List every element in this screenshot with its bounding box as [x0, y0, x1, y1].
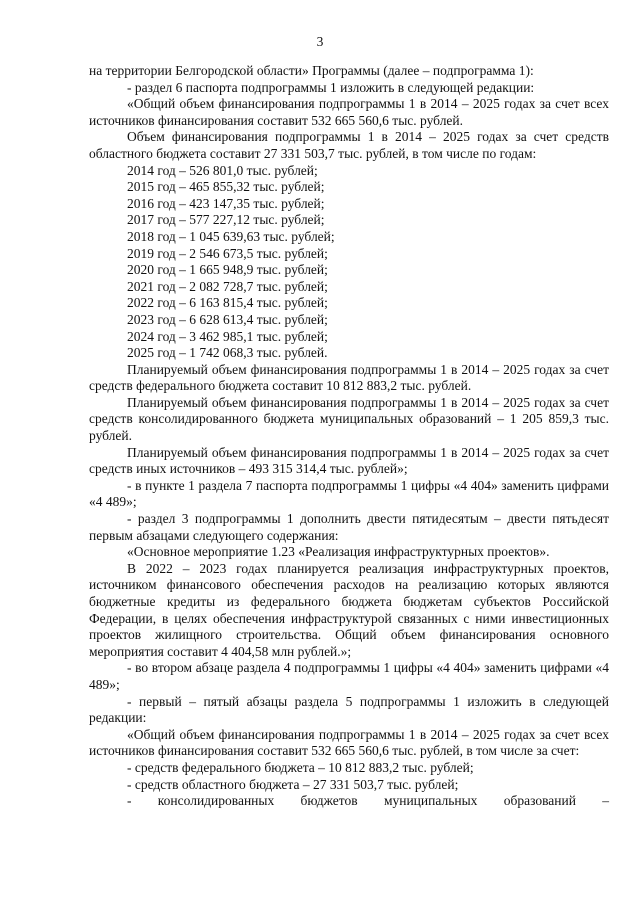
paragraph-municipal-budget: Планируемый объем финансирования подпрограммы 1 в 2014 – 2025 годах за счет средств консолидированного бюджета муниципальных образований – 1 205 859,3 тыс. рублей. [89, 394, 609, 444]
year-item-2023: 2023 год – 6 628 613,4 тыс. рублей; [127, 311, 328, 327]
paragraph-federal-funds: - средств федерального бюджета – 10 812 883,2 тыс. рублей; [127, 759, 474, 775]
year-item-2022: 2022 год – 6 163 815,4 тыс. рублей; [127, 295, 328, 311]
year-item-2021: 2021 год – 2 082 728,7 тыс. рублей; [127, 278, 328, 294]
year-item-2015: 2015 год – 465 855,32 тыс. рублей; [127, 179, 325, 195]
paragraph-intro: на территории Белгородской области» Программы (далее – подпрограмма 1): [89, 63, 534, 78]
paragraph-section5-change: - первый – пятый абзацы раздела 5 подпрограммы 1 изложить в следующей редакции: [89, 693, 609, 726]
paragraph-measure-title: «Основное мероприятие 1.23 «Реализация инфраструктурных проектов». [127, 544, 550, 560]
year-item-2017: 2017 год – 577 227,12 тыс. рублей; [127, 212, 325, 228]
year-item-2014: 2014 год – 526 801,0 тыс. рублей; [127, 162, 318, 178]
year-item-2025: 2025 год – 1 742 068,3 тыс. рублей. [127, 345, 328, 361]
paragraph-total-funding: «Общий объем финансирования подпрограммы 1 в 2014 – 2025 годах за счет всех источников финансирования составит 532 665 560,6 тыс. рублей. [89, 96, 609, 128]
year-item-2024: 2024 год – 3 462 985,1 тыс. рублей; [127, 328, 328, 344]
paragraph-municipal-funds: - консолидированных бюджетов муниципальных образований – [127, 793, 609, 809]
page-number: 3 [316, 34, 324, 49]
paragraph-section7-change: - в пункте 1 раздела 7 паспорта подпрограммы 1 цифры «4 404» заменить цифрами «4 489»; [89, 477, 609, 510]
paragraph-section3-addition: - раздел 3 подпрограммы 1 дополнить двести пятидесятым – двести пятьдесят первым абзацами следующего содержания: [89, 511, 609, 543]
document-body [89, 63, 609, 810]
paragraph-section6: - раздел 6 паспорта подпрограммы 1 изложить в следующей редакции: [127, 79, 535, 95]
year-item-2019: 2019 год – 2 546 673,5 тыс. рублей; [127, 245, 328, 261]
paragraph-total-funding-2: «Общий объем финансирования подпрограммы 1 в 2014 – 2025 годах за счет всех источников финансирования составит 532 665 560,6 тыс. рублей, в том числе за счет: [89, 726, 609, 759]
paragraph-regional-funds: - средств областного бюджета – 27 331 503,7 тыс. рублей; [127, 776, 459, 792]
paragraph-regional-budget: Объем финансирования подпрограммы 1 в 2014 – 2025 годах за счет средств областного бюджета составит 27 331 503,7 тыс. рублей, в том числе по годам: [89, 129, 609, 161]
paragraph-section4-change: - во втором абзаце раздела 4 подпрограммы 1 цифры «4 404» заменить цифрами «4 489»; [89, 660, 609, 692]
year-list [89, 163, 609, 362]
paragraph-infrastructure-projects: В 2022 – 2023 годах планируется реализация инфраструктурных проектов, источником финансового обеспечения расходов на реализацию которых являются бюджетные кредиты из федерального бюджета бюджетам субъектов Российской Федерации, в целях обеспечения инфраструктурой связанных с ними инвестиционных проектов жилищного строительства. Общий объем финансирования основного мероприятия составит 4 404,58 млн рублей.»; [89, 560, 609, 659]
year-item-2018: 2018 год – 1 045 639,63 тыс. рублей; [127, 228, 335, 244]
paragraph-other-sources: Планируемый объем финансирования подпрограммы 1 в 2014 – 2025 годах за счет средств иных источников – 493 315 314,4 тыс. рублей»; [89, 444, 609, 477]
year-item-2016: 2016 год – 423 147,35 тыс. рублей; [127, 195, 325, 211]
year-item-2020: 2020 год – 1 665 948,9 тыс. рублей; [127, 262, 328, 278]
paragraph-federal-budget: Планируемый объем финансирования подпрограммы 1 в 2014 – 2025 годах за счет средств федерального бюджета составит 10 812 883,2 тыс. рублей. [89, 361, 609, 394]
